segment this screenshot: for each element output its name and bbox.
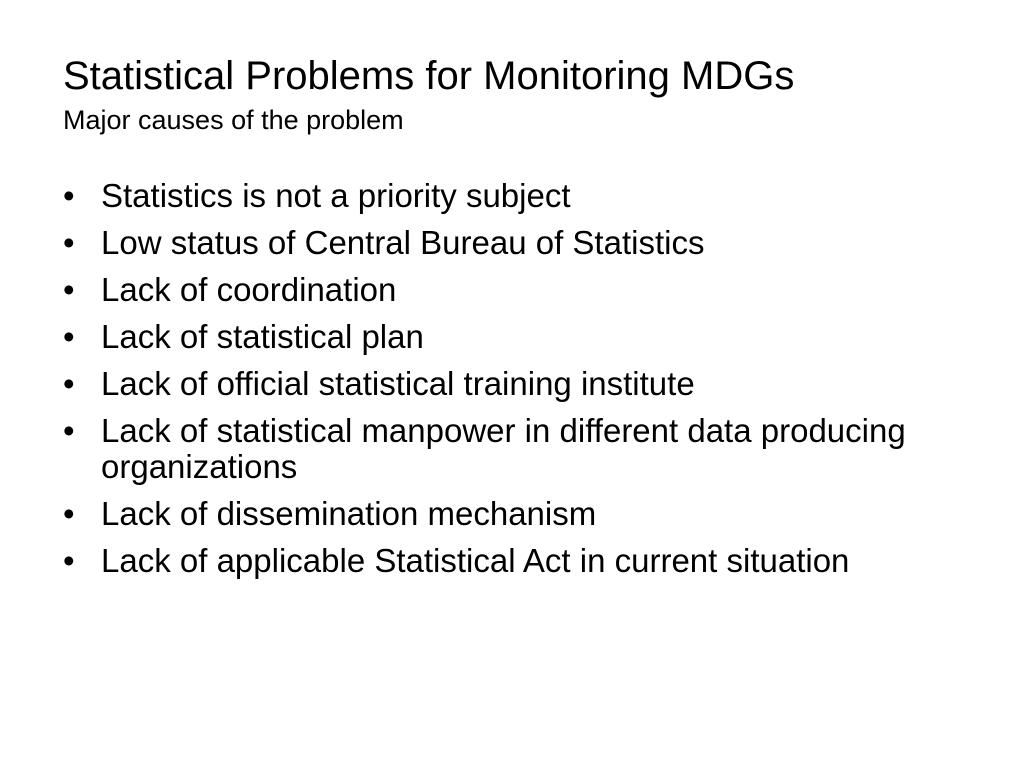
bullet-dot-icon: • — [63, 495, 75, 532]
bullet-item — [63, 366, 943, 402]
slide-subtitle: Major causes of the problem — [63, 105, 404, 135]
bullet-dot-icon: • — [63, 365, 75, 402]
bullet-list — [63, 178, 943, 590]
bullet-dot-icon: • — [63, 318, 75, 355]
bullet-text: Low status of Central Bureau of Statistics — [101, 224, 705, 261]
slide-title: Statistical Problems for Monitoring MDGs — [63, 54, 795, 98]
bullet-text: Lack of dissemination mechanism — [101, 495, 597, 532]
bullet-dot-icon: • — [63, 224, 75, 261]
title-block — [63, 52, 963, 136]
bullet-text: Lack of coordination — [101, 271, 397, 308]
bullet-text: Lack of statistical plan — [101, 318, 424, 355]
bullet-dot-icon: • — [63, 542, 75, 579]
bullet-item — [63, 272, 943, 308]
bullet-dot-icon: • — [63, 271, 75, 308]
bullet-item — [63, 413, 943, 485]
bullet-text: Lack of statistical manpower in different data producing organizations — [101, 412, 906, 485]
bullet-text: Statistics is not a priority subject — [101, 177, 571, 214]
bullet-item — [63, 543, 943, 579]
bullet-item — [63, 496, 943, 532]
bullet-item — [63, 178, 943, 214]
bullet-item — [63, 319, 943, 355]
bullet-item — [63, 225, 943, 261]
bullet-text: Lack of applicable Statistical Act in current situation — [101, 542, 850, 579]
bullet-dot-icon: • — [63, 412, 75, 449]
bullet-text: Lack of official statistical training institute — [101, 365, 695, 402]
bullet-dot-icon: • — [63, 177, 75, 214]
